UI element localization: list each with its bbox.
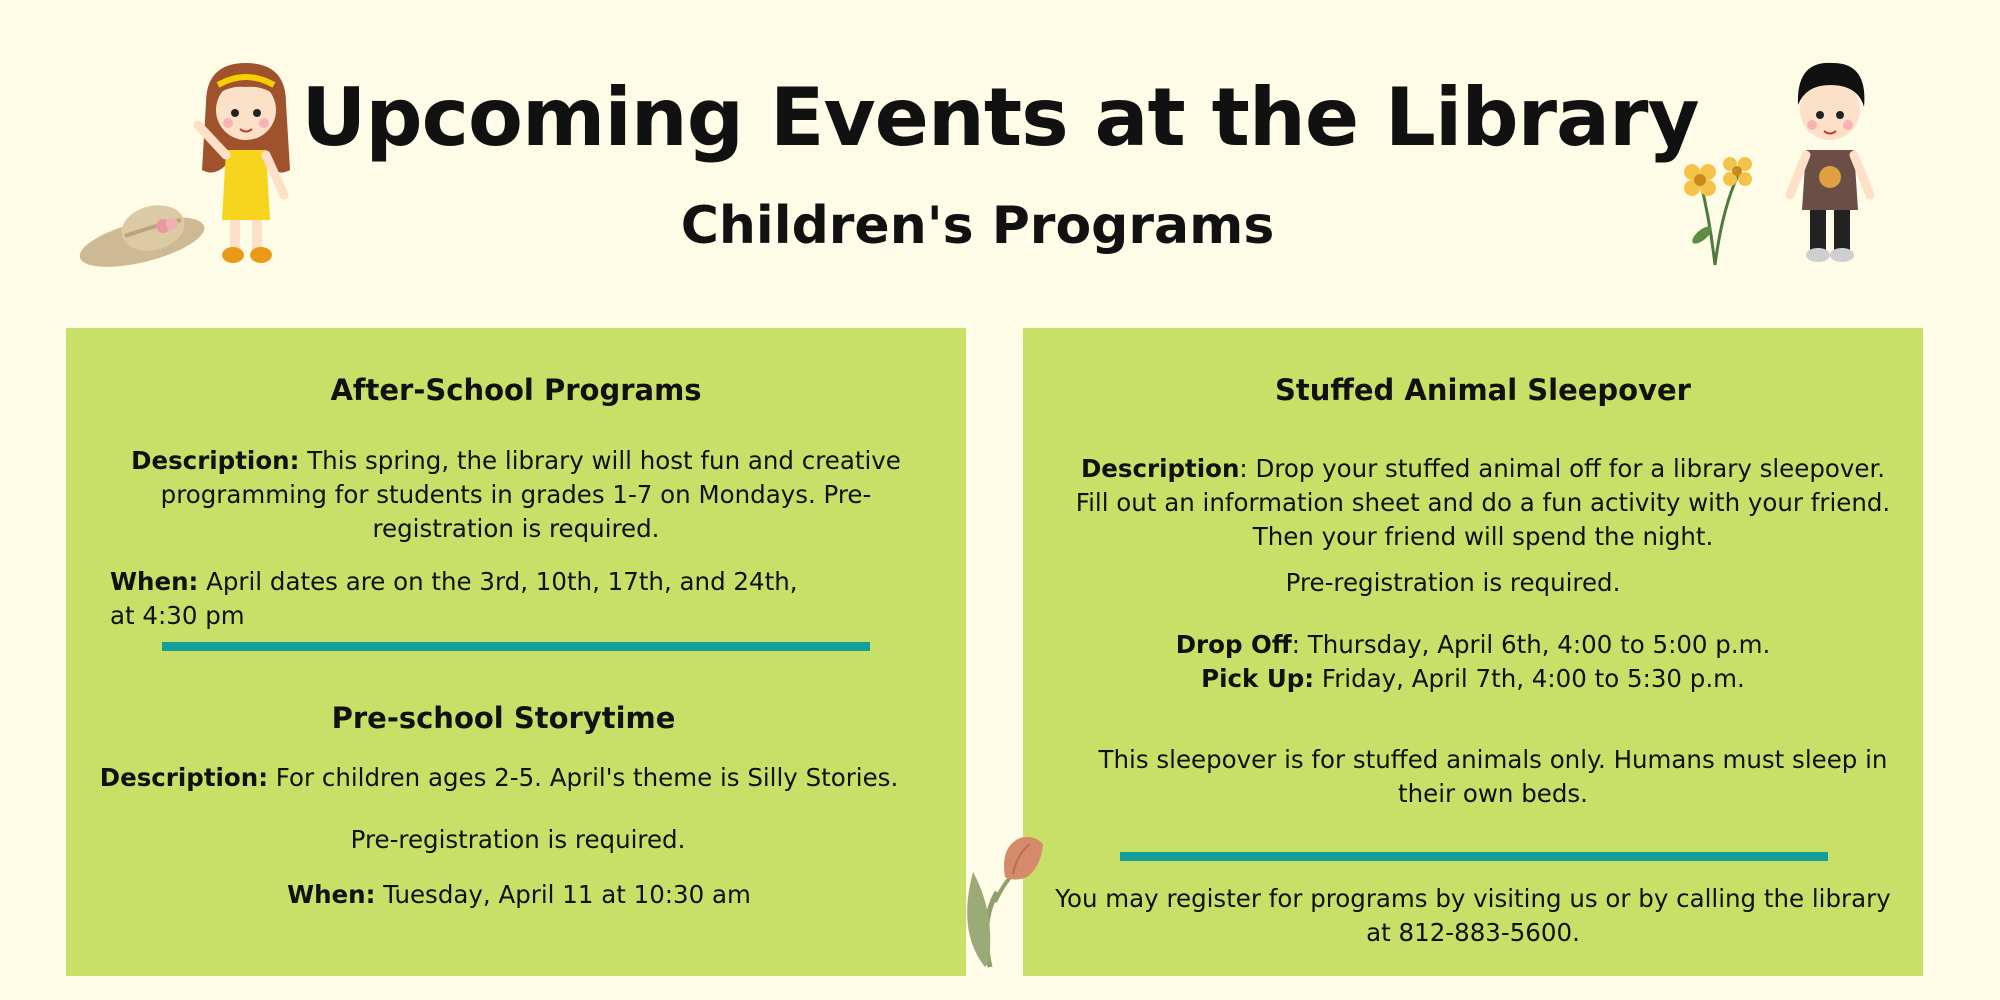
- sleepover-description-label: Description: [1080, 454, 1240, 483]
- sleepover-pickup: [1023, 662, 1923, 696]
- after-school-when-text: April dates are on the 3rd, 10th, 17th, and 24th, at 4:30 pm: [110, 567, 798, 630]
- registration-info: You may register for programs by visiting us or by calling the library at 812-883-5600.: [1055, 884, 1891, 947]
- section-divider: [1120, 852, 1828, 861]
- after-school-when: [110, 565, 810, 633]
- after-school-heading: After-School Programs: [330, 373, 702, 407]
- storytime-description: [66, 761, 932, 795]
- storytime-description-label: Description:: [99, 763, 269, 792]
- storytime-heading: Pre-school Storytime: [331, 701, 676, 735]
- sleepover-pickup-label: Pick Up:: [1201, 664, 1315, 693]
- left-events-panel: [66, 328, 966, 976]
- page-title: Upcoming Events at the Library: [301, 71, 1699, 164]
- sleepover-description: [1063, 452, 1903, 554]
- sleepover-pickup-text: Friday, April 7th, 4:00 to 5:30 p.m.: [1314, 664, 1745, 693]
- tulip-illustration: [955, 832, 1050, 972]
- sleepover-preregistration: Pre-registration is required.: [1285, 568, 1621, 597]
- after-school-description-text: This spring, the library will host fun and creative programming for students in grades 1-7 on Mondays. Pre-registration is required.: [160, 446, 901, 543]
- sleepover-note: This sleepover is for stuffed animals only. Humans must sleep in their own beds.: [1098, 745, 1888, 808]
- after-school-description-label: Description:: [131, 446, 300, 475]
- sleepover-dropoff: [1023, 628, 1923, 662]
- after-school-description: [106, 444, 926, 546]
- after-school-when-label: When:: [110, 567, 199, 596]
- section-divider: [162, 642, 870, 651]
- sleepover-dropoff-text: : Thursday, April 6th, 4:00 to 5:00 p.m.: [1291, 630, 1771, 659]
- sleepover-dropoff-label: Drop Off: [1175, 630, 1292, 659]
- page-subtitle: Children's Programs: [680, 196, 1275, 256]
- storytime-when-label: When:: [287, 880, 376, 909]
- storytime-description-text: For children ages 2-5. April's theme is Silly Stories.: [268, 763, 899, 792]
- storytime-preregistration: Pre-registration is required.: [350, 825, 686, 854]
- storytime-when-text: Tuesday, April 11 at 10:30 am: [375, 880, 751, 909]
- sleepover-description-text: : Drop your stuffed animal off for a library sleepover. Fill out an information sheet and do a fun activity with your friend. Then your friend will spend the night.: [1075, 454, 1891, 551]
- storytime-when: [66, 878, 972, 912]
- right-events-panel: [1023, 328, 1923, 976]
- sleepover-heading: Stuffed Animal Sleepover: [1275, 373, 1691, 407]
